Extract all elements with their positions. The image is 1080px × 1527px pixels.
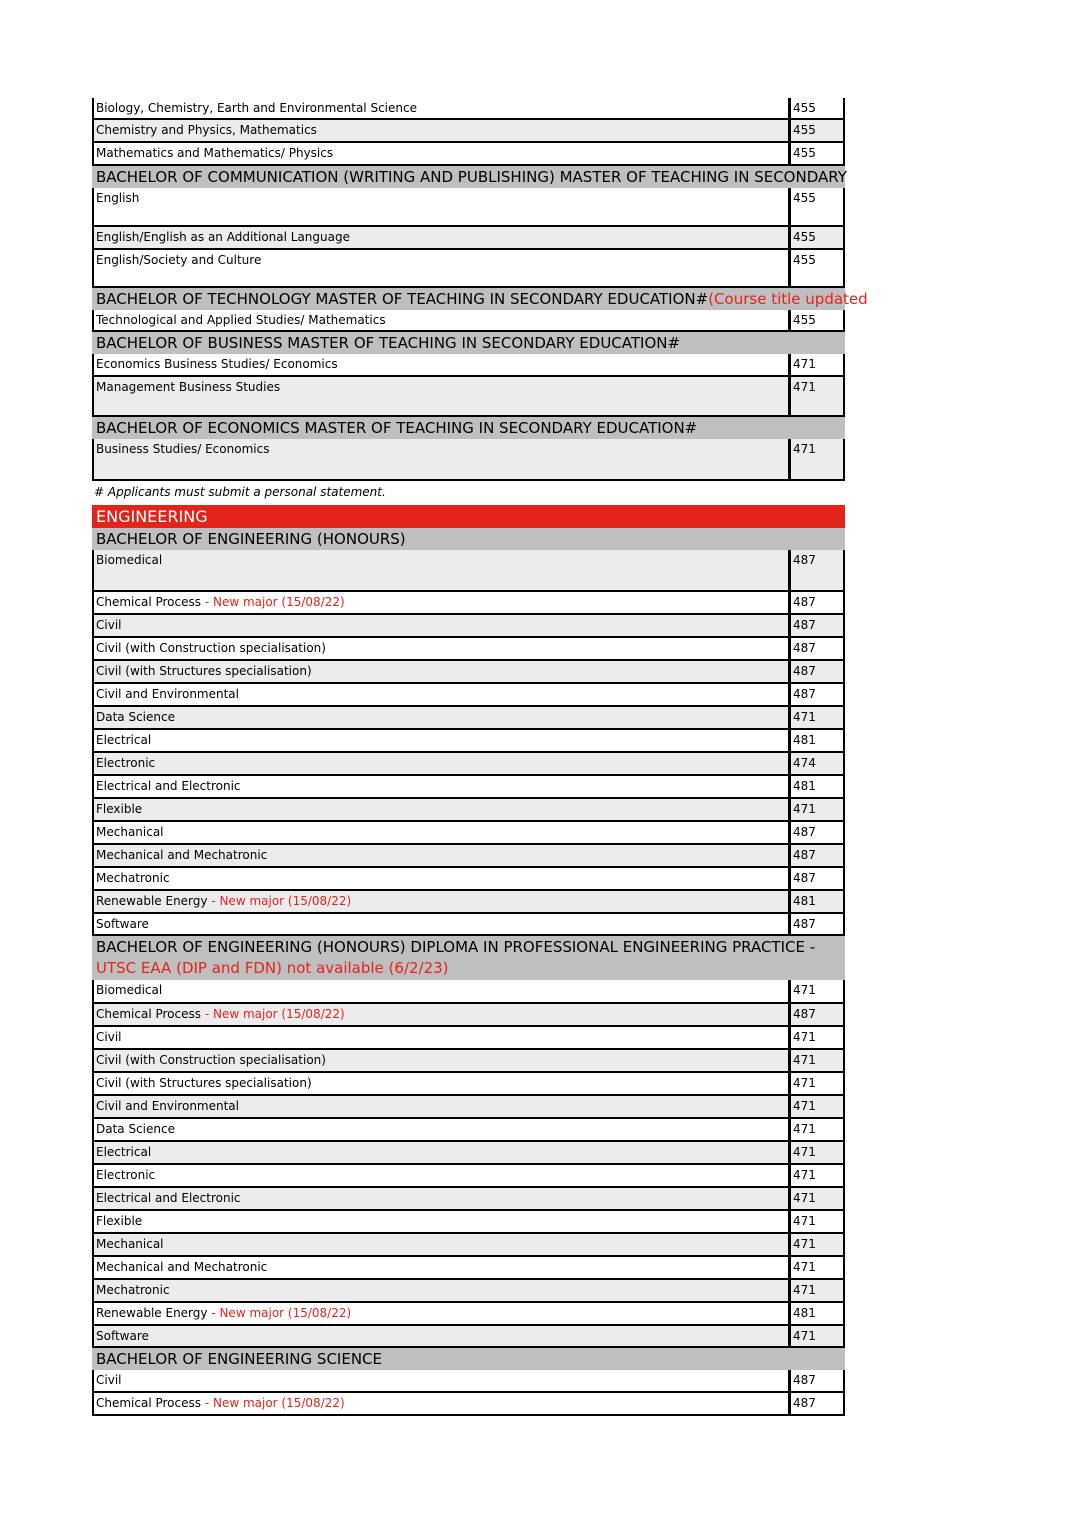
- course-note: (Course title updated: [708, 290, 868, 308]
- major-cell: [94, 730, 791, 751]
- score-cell: 487: [791, 1393, 845, 1414]
- footnote: # Applicants must submit a personal statement.: [94, 485, 386, 499]
- score-cell: 471: [791, 707, 845, 728]
- score-cell: 471: [791, 354, 845, 375]
- score-cell: 487: [791, 615, 845, 636]
- major-cell: [94, 1393, 791, 1414]
- major-cell: [94, 615, 791, 636]
- major-name: Renewable Energy: [96, 1306, 208, 1320]
- table-row: [92, 1211, 845, 1234]
- major-name: English: [96, 191, 140, 205]
- table-row: [92, 891, 845, 914]
- major-name: Data Science: [96, 1122, 175, 1136]
- major-cell: [94, 310, 791, 330]
- major-cell: [94, 188, 791, 225]
- new-major-note: - New major (15/08/22): [201, 595, 345, 609]
- major-name: Renewable Energy: [96, 894, 208, 908]
- table-row: [92, 615, 845, 638]
- course-title: BACHELOR OF ENGINEERING SCIENCE: [96, 1350, 382, 1368]
- score-cell: 471: [791, 1257, 845, 1278]
- score-cell: 481: [791, 730, 845, 751]
- major-cell: [94, 377, 791, 415]
- score-cell: 471: [791, 1165, 845, 1186]
- table-row: [92, 310, 845, 332]
- score-cell: 471: [791, 1234, 845, 1255]
- table-row: [92, 1142, 845, 1165]
- table-row: [92, 354, 845, 377]
- course-note: UTSC EAA (DIP and FDN) not available (6/2/23): [96, 959, 449, 977]
- course-title: BACHELOR OF BUSINESS MASTER OF TEACHING IN SECONDARY EDUCATION#: [96, 334, 681, 352]
- score-cell: 471: [791, 1119, 845, 1140]
- table-row: [92, 439, 845, 481]
- major-name: Management Business Studies: [96, 380, 281, 394]
- course-title: BACHELOR OF ECONOMICS MASTER OF TEACHING IN SECONDARY EDUCATION#: [96, 419, 698, 437]
- major-name: Electronic: [96, 1168, 156, 1182]
- major-cell: [94, 1326, 791, 1346]
- major-name: Mechanical: [96, 825, 164, 839]
- major-name: Civil (with Construction specialisation): [96, 1053, 326, 1067]
- score-cell: 487: [791, 550, 845, 590]
- score-cell: 471: [791, 799, 845, 820]
- score-cell: 487: [791, 868, 845, 889]
- table-row: [92, 868, 845, 891]
- major-cell: [94, 439, 791, 479]
- score-cell: 471: [791, 377, 845, 415]
- score-cell: 471: [791, 980, 845, 1002]
- score-cell: 455: [791, 310, 845, 330]
- score-cell: 455: [791, 120, 845, 141]
- score-cell: 471: [791, 1027, 845, 1048]
- table-row: [92, 914, 845, 936]
- major-name: English/Society and Culture: [96, 253, 262, 267]
- major-name: Biology, Chemistry, Earth and Environmental Science: [96, 101, 417, 115]
- major-name: Mechatronic: [96, 1283, 170, 1297]
- score-cell: 455: [791, 250, 845, 286]
- major-name: Economics Business Studies/ Economics: [96, 357, 338, 371]
- major-cell: [94, 661, 791, 682]
- table-row: [92, 250, 845, 288]
- major-cell: [94, 98, 791, 118]
- major-name: Electrical: [96, 733, 152, 747]
- course-heading: [92, 1348, 845, 1370]
- major-name: Mechatronic: [96, 871, 170, 885]
- score-cell: 471: [791, 1050, 845, 1071]
- table-row: [92, 980, 845, 1004]
- course-heading: [92, 528, 845, 550]
- table-row: [92, 638, 845, 661]
- table-row: [92, 1188, 845, 1211]
- table-row: [92, 1326, 845, 1348]
- table-row: [92, 776, 845, 799]
- major-cell: [94, 799, 791, 820]
- course-title: BACHELOR OF TECHNOLOGY MASTER OF TEACHING IN SECONDARY EDUCATION#: [96, 290, 709, 308]
- major-cell: [94, 592, 791, 613]
- major-name: Business Studies/ Economics: [96, 442, 270, 456]
- score-cell: 487: [791, 1370, 845, 1391]
- major-name: Civil: [96, 1373, 122, 1387]
- major-cell: [94, 684, 791, 705]
- score-cell: 455: [791, 227, 845, 248]
- major-name: Electrical and Electronic: [96, 779, 241, 793]
- major-cell: [94, 1280, 791, 1301]
- score-cell: 481: [791, 1303, 845, 1324]
- score-cell: 471: [791, 1280, 845, 1301]
- major-cell: [94, 1211, 791, 1232]
- major-name: Civil and Environmental: [96, 1099, 239, 1113]
- major-name: Mechanical and Mechatronic: [96, 1260, 268, 1274]
- major-name: Chemical Process: [96, 595, 202, 609]
- major-name: Mechanical and Mechatronic: [96, 848, 268, 862]
- major-name: Software: [96, 1329, 149, 1343]
- table-row: [92, 1257, 845, 1280]
- score-cell: 455: [791, 143, 845, 164]
- major-cell: [94, 1142, 791, 1163]
- major-name: Civil: [96, 618, 122, 632]
- major-cell: [94, 143, 791, 164]
- major-name: Electrical and Electronic: [96, 1191, 241, 1205]
- table-row: [92, 1050, 845, 1073]
- major-cell: [94, 1073, 791, 1094]
- major-cell: [94, 914, 791, 934]
- table-row: [92, 592, 845, 615]
- major-cell: [94, 1165, 791, 1186]
- major-name: Software: [96, 917, 149, 931]
- table-row: [92, 1303, 845, 1326]
- table-row: [92, 1370, 845, 1393]
- major-name: Electronic: [96, 756, 156, 770]
- score-cell: 455: [791, 98, 845, 118]
- major-cell: [94, 753, 791, 774]
- major-cell: [94, 1050, 791, 1071]
- table-row: [92, 1027, 845, 1050]
- major-cell: [94, 638, 791, 659]
- major-name: Biomedical: [96, 983, 163, 997]
- major-cell: [94, 1370, 791, 1391]
- table-row: [92, 1073, 845, 1096]
- major-cell: [94, 1004, 791, 1025]
- score-cell: 487: [791, 592, 845, 613]
- major-name: Technological and Applied Studies/ Mathematics: [96, 313, 386, 327]
- admissions-table: [92, 98, 868, 1416]
- major-cell: [94, 227, 791, 248]
- course-heading: [92, 288, 868, 310]
- major-name: Mathematics and Mathematics/ Physics: [96, 146, 334, 160]
- major-cell: [94, 550, 791, 590]
- table-row: [92, 707, 845, 730]
- score-cell: 471: [791, 1096, 845, 1117]
- new-major-note: - New major (15/08/22): [207, 894, 352, 908]
- table-row: [92, 1165, 845, 1188]
- course-heading: [92, 166, 845, 188]
- table-row: [92, 377, 845, 417]
- major-cell: [94, 868, 791, 889]
- table-row: [92, 1004, 845, 1027]
- table-row: [92, 188, 845, 227]
- major-name: Chemical Process: [96, 1007, 202, 1021]
- major-cell: [94, 1096, 791, 1117]
- major-name: Civil: [96, 1030, 122, 1044]
- major-name: Civil (with Structures specialisation): [96, 1076, 312, 1090]
- score-cell: 471: [791, 439, 845, 479]
- course-heading: [92, 936, 845, 980]
- major-name: English/English as an Additional Language: [96, 230, 350, 244]
- table-row: [92, 753, 845, 776]
- score-cell: 487: [791, 1004, 845, 1025]
- score-cell: 471: [791, 1211, 845, 1232]
- table-row: [92, 98, 845, 120]
- table-row: [92, 822, 845, 845]
- new-major-note: - New major (15/08/22): [201, 1007, 345, 1021]
- score-cell: 471: [791, 1073, 845, 1094]
- major-cell: [94, 1188, 791, 1209]
- major-cell: [94, 1027, 791, 1048]
- major-cell: [94, 891, 791, 912]
- table-row: [92, 730, 845, 753]
- new-major-note: - New major (15/08/22): [207, 1306, 352, 1320]
- score-cell: 471: [791, 1188, 845, 1209]
- score-cell: 471: [791, 1142, 845, 1163]
- new-major-note: - New major (15/08/22): [201, 1396, 345, 1410]
- score-cell: 487: [791, 914, 845, 934]
- course-title: BACHELOR OF COMMUNICATION (WRITING AND PUBLISHING) MASTER OF TEACHING IN SECONDARY: [96, 168, 847, 186]
- table-row: [92, 1393, 845, 1416]
- table-row: [92, 799, 845, 822]
- major-cell: [94, 776, 791, 797]
- major-name: Flexible: [96, 1214, 143, 1228]
- score-cell: 481: [791, 891, 845, 912]
- score-cell: 481: [791, 776, 845, 797]
- major-cell: [94, 250, 791, 286]
- major-name: Chemistry and Physics, Mathematics: [96, 123, 317, 137]
- table-row: [92, 1096, 845, 1119]
- table-row: [92, 845, 845, 868]
- course-heading: [92, 417, 845, 439]
- table-row: [92, 661, 845, 684]
- table-row: [92, 227, 845, 250]
- major-name: Biomedical: [96, 553, 163, 567]
- table-row: [92, 143, 845, 166]
- major-name: Chemical Process: [96, 1396, 202, 1410]
- score-cell: 487: [791, 638, 845, 659]
- table-row: [92, 550, 845, 592]
- major-name: Civil (with Structures specialisation): [96, 664, 312, 678]
- major-cell: [94, 845, 791, 866]
- course-title: BACHELOR OF ENGINEERING (HONOURS) DIPLOMA IN PROFESSIONAL ENGINEERING PRACTICE -: [96, 938, 816, 956]
- table-row: [92, 1280, 845, 1303]
- major-cell: [94, 980, 791, 1002]
- section-title: ENGINEERING: [92, 505, 845, 528]
- major-cell: [94, 707, 791, 728]
- major-name: Civil and Environmental: [96, 687, 239, 701]
- major-cell: [94, 354, 791, 375]
- major-cell: [94, 1303, 791, 1324]
- major-cell: [94, 120, 791, 141]
- major-cell: [94, 1257, 791, 1278]
- major-cell: [94, 1234, 791, 1255]
- score-cell: 471: [791, 1326, 845, 1346]
- score-cell: 474: [791, 753, 845, 774]
- score-cell: 487: [791, 822, 845, 843]
- score-cell: 487: [791, 845, 845, 866]
- table-row: [92, 1119, 845, 1142]
- course-title: BACHELOR OF ENGINEERING (HONOURS): [96, 530, 406, 548]
- score-cell: 455: [791, 188, 845, 225]
- table-row: [92, 684, 845, 707]
- major-name: Flexible: [96, 802, 143, 816]
- course-heading: [92, 332, 845, 354]
- table-row: [92, 120, 845, 143]
- major-name: Electrical: [96, 1145, 152, 1159]
- major-cell: [94, 1119, 791, 1140]
- score-cell: 487: [791, 661, 845, 682]
- major-name: Civil (with Construction specialisation): [96, 641, 326, 655]
- table-row: [92, 1234, 845, 1257]
- major-cell: [94, 822, 791, 843]
- major-name: Data Science: [96, 710, 175, 724]
- major-name: Mechanical: [96, 1237, 164, 1251]
- score-cell: 487: [791, 684, 845, 705]
